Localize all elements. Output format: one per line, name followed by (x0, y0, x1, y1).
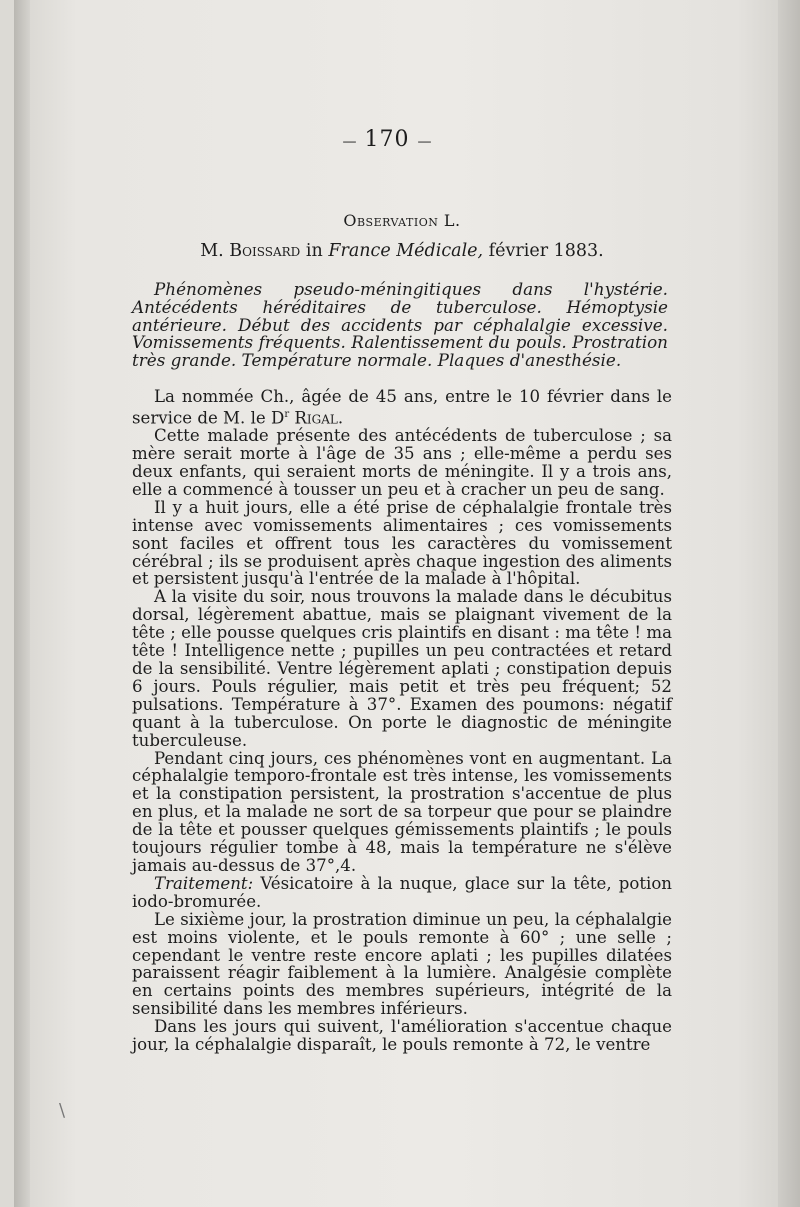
page-number-right-ornament: — (417, 134, 432, 150)
book-page (14, 0, 800, 1207)
margin-mark: \ (59, 1100, 66, 1121)
treatment-label: Traitement: (154, 873, 254, 893)
paragraph-treatment (132, 875, 672, 911)
citation-author: Boissard (229, 240, 301, 261)
citation-journal: France Médicale, (328, 240, 484, 261)
citation-date: février 1883. (488, 240, 604, 261)
paragraph-five-days: Pendant cinq jours, ces phénomènes vont en augmentant. La céphalalgie temporo-frontale est très intense, les vomissements et la constipation persistent, la prostration s'accentue de plus en plus, et la malade ne sort de sa torpeur que pour se plaindre de la tête et pousser quelques gémissements plaintifs ; le pouls toujours régulier tombe à 48, mais la température ne s'élève jamais au-dessus de 37°,4. (132, 748, 672, 875)
page-number-left-ornament: — (342, 134, 357, 150)
paragraph-onset: Il y a huit jours, elle a été prise de céphalalgie frontale très intense avec vomissements alimentaires ; ces vomissements sont faciles et offrent tous les caractères du vomissement cérébral ; ils se produisent après chaque ingestion des aliments et persistent jusqu'à l'entrée de la malade à l'hôpital. (132, 497, 672, 589)
page-edge-shadow (778, 0, 800, 1207)
citation (132, 241, 672, 261)
doctor-abbrev-sup: r (284, 408, 290, 420)
treatment-text: Vésicatoire à la nuque, glace sur la tête, potion iodo-bromurée. (132, 873, 672, 911)
doctor-name: Rigal. (294, 408, 344, 428)
paragraph-admission (132, 388, 672, 427)
citation-in: in (305, 240, 323, 261)
citation-prefix: M. (200, 240, 224, 261)
paragraph-antecedents: Cette malade présente des antécédents de tuberculose ; sa mère serait morte à l'âge de 35 ans ; elle-même a perdu ses deux enfants, qui seraient morts de méningite. Il y a trois ans, elle a commencé à tousser un peu et à cracher un peu de sang. (132, 426, 672, 499)
page-content (132, 128, 672, 1054)
case-summary: Phénomènes pseudo-méningitiques dans l'hystérie. Antécédents héréditaires de tuberculose. Hémoptysie antérieure. Début des accidents par céphalalgie excessive. Vomissements fréquents. Ralentissement du pouls. Prostration très grande. Température normale. Plaques d'anesthésie. (132, 278, 668, 371)
page-gutter-shadow (14, 0, 30, 1207)
paragraph-evening-visit: A la visite du soir, nous trouvons la malade dans le décubitus dorsal, légèrement abattue, mais se plaignant vivement de la tête ; elle pousse quelques cris plaintifs en disant : ma tête ! ma tête ! Intelligence nette ; pupilles un peu contractées et retard de la sensibilité. Ventre légèrement aplati ; constipation depuis 6 jours. Pouls régulier, mais petit et très peu fréquent; 52 pulsations. Température à 37°. Examen des poumons: négatif quant à la tuberculose. On porte le diagnostic de méningite tuberculeuse. (132, 587, 672, 750)
page-number-value: 170 (364, 127, 410, 152)
observation-title: Observation L. (343, 211, 461, 230)
paragraph-sixth-day: Le sixième jour, la prostration diminue un peu, la céphalalgie est moins violente, et le pouls remonte à 60° ; une selle ; cependant le ventre reste encore aplati ; les pupilles dilatées paraissent réagir faiblement à la lumière. Analgésie complète en certains points des membres supérieurs, intégrité de la sensibilité dans les membres inférieurs. (132, 909, 672, 1019)
page-number (102, 128, 672, 154)
admission-text: La nommée Ch., âgée de 45 ans, entre le 10 février dans le service de M. le D (132, 386, 672, 428)
paragraph-following-days: Dans les jours qui suivent, l'amélioration s'accentue chaque jour, la céphalalgie disparaît, le pouls remonte à 72, le ventre (132, 1017, 672, 1055)
